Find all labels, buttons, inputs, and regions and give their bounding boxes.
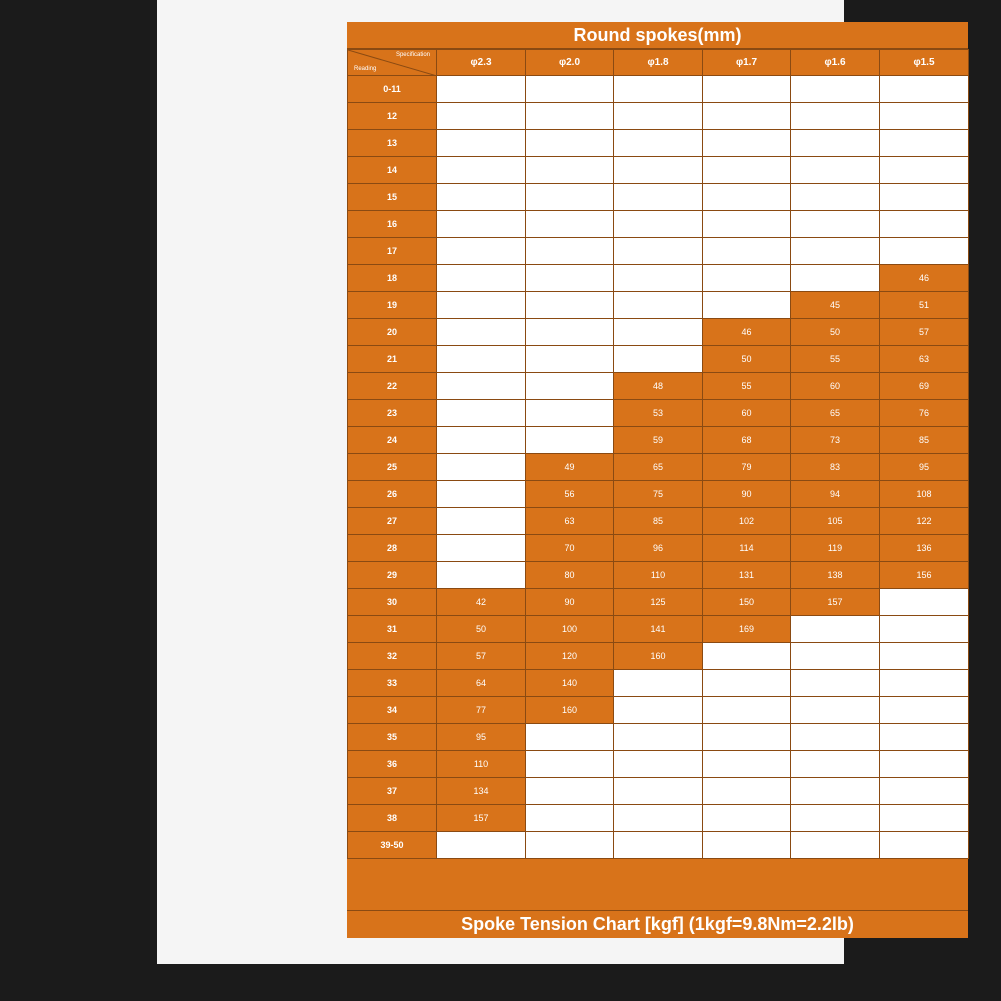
empty-cell — [614, 184, 703, 211]
tension-value-cell: 160 — [526, 697, 614, 724]
empty-cell — [437, 832, 526, 859]
empty-cell — [703, 238, 791, 265]
table-row — [348, 346, 969, 373]
tension-value-cell: 73 — [791, 427, 880, 454]
corner-cell — [348, 50, 437, 76]
reading-cell: 20 — [348, 319, 437, 346]
tension-value-cell: 157 — [437, 805, 526, 832]
tension-value-cell: 75 — [614, 481, 703, 508]
reading-cell: 19 — [348, 292, 437, 319]
empty-cell — [880, 103, 969, 130]
reading-cell: 27 — [348, 508, 437, 535]
empty-cell — [614, 76, 703, 103]
empty-cell — [791, 670, 880, 697]
empty-cell — [703, 103, 791, 130]
empty-cell — [703, 130, 791, 157]
tension-value-cell: 136 — [880, 535, 969, 562]
table-row — [348, 670, 969, 697]
empty-cell — [526, 724, 614, 751]
table-row — [348, 184, 969, 211]
tension-value-cell: 160 — [614, 643, 703, 670]
empty-cell — [703, 265, 791, 292]
empty-cell — [703, 751, 791, 778]
empty-cell — [703, 76, 791, 103]
empty-cell — [791, 643, 880, 670]
empty-cell — [880, 130, 969, 157]
tension-value-cell: 55 — [703, 373, 791, 400]
chart-footer: Spoke Tension Chart [kgf] (1kgf=9.8Nm=2.2lb) — [347, 910, 968, 938]
empty-cell — [614, 805, 703, 832]
tension-value-cell: 79 — [703, 454, 791, 481]
empty-cell — [437, 508, 526, 535]
tension-value-cell: 114 — [703, 535, 791, 562]
column-header: φ1.5 — [880, 50, 969, 76]
table-row — [348, 535, 969, 562]
empty-cell — [880, 616, 969, 643]
table-row — [348, 562, 969, 589]
tension-value-cell: 141 — [614, 616, 703, 643]
empty-cell — [880, 589, 969, 616]
reading-cell: 13 — [348, 130, 437, 157]
empty-cell — [526, 400, 614, 427]
empty-cell — [614, 670, 703, 697]
empty-cell — [791, 211, 880, 238]
reading-cell: 22 — [348, 373, 437, 400]
empty-cell — [791, 265, 880, 292]
empty-cell — [526, 184, 614, 211]
tension-value-cell: 65 — [614, 454, 703, 481]
tension-value-cell: 95 — [437, 724, 526, 751]
tension-value-cell: 96 — [614, 535, 703, 562]
tension-value-cell: 119 — [791, 535, 880, 562]
column-header: φ1.8 — [614, 50, 703, 76]
empty-cell — [791, 832, 880, 859]
empty-cell — [791, 778, 880, 805]
reading-cell: 18 — [348, 265, 437, 292]
tension-value-cell: 63 — [526, 508, 614, 535]
reading-cell: 30 — [348, 589, 437, 616]
empty-cell — [437, 76, 526, 103]
column-header: φ1.7 — [703, 50, 791, 76]
reading-cell: 0-11 — [348, 76, 437, 103]
table-row — [348, 319, 969, 346]
reading-cell: 25 — [348, 454, 437, 481]
empty-cell — [614, 103, 703, 130]
empty-cell — [703, 157, 791, 184]
tension-value-cell: 94 — [791, 481, 880, 508]
tension-value-cell: 49 — [526, 454, 614, 481]
table-row — [348, 832, 969, 859]
empty-cell — [880, 643, 969, 670]
reading-cell: 36 — [348, 751, 437, 778]
empty-cell — [614, 832, 703, 859]
empty-cell — [791, 76, 880, 103]
table-row — [348, 103, 969, 130]
column-header: φ1.6 — [791, 50, 880, 76]
empty-cell — [880, 157, 969, 184]
tension-value-cell: 50 — [791, 319, 880, 346]
tension-value-cell: 156 — [880, 562, 969, 589]
tension-value-cell: 110 — [437, 751, 526, 778]
empty-cell — [880, 238, 969, 265]
empty-cell — [880, 211, 969, 238]
empty-cell — [614, 319, 703, 346]
reading-label: Reading — [354, 66, 377, 72]
empty-cell — [614, 265, 703, 292]
empty-cell — [614, 292, 703, 319]
reading-cell: 16 — [348, 211, 437, 238]
empty-cell — [526, 238, 614, 265]
empty-cell — [791, 184, 880, 211]
empty-cell — [437, 562, 526, 589]
empty-cell — [437, 481, 526, 508]
table-row — [348, 265, 969, 292]
tension-value-cell: 55 — [791, 346, 880, 373]
tension-value-cell: 76 — [880, 400, 969, 427]
tension-value-cell: 42 — [437, 589, 526, 616]
empty-cell — [703, 832, 791, 859]
reading-cell: 32 — [348, 643, 437, 670]
empty-cell — [614, 238, 703, 265]
reading-cell: 31 — [348, 616, 437, 643]
empty-cell — [526, 805, 614, 832]
empty-cell — [614, 346, 703, 373]
tension-value-cell: 90 — [703, 481, 791, 508]
empty-cell — [703, 184, 791, 211]
table-row — [348, 427, 969, 454]
empty-cell — [437, 157, 526, 184]
tension-value-cell: 134 — [437, 778, 526, 805]
empty-cell — [703, 670, 791, 697]
table-row — [348, 76, 969, 103]
empty-cell — [791, 697, 880, 724]
table-row — [348, 238, 969, 265]
tension-value-cell: 53 — [614, 400, 703, 427]
empty-cell — [791, 157, 880, 184]
tension-value-cell: 80 — [526, 562, 614, 589]
reading-cell: 35 — [348, 724, 437, 751]
table-row — [348, 724, 969, 751]
document-sheet — [157, 0, 935, 964]
empty-cell — [526, 211, 614, 238]
empty-cell — [791, 805, 880, 832]
empty-cell — [703, 292, 791, 319]
tension-value-cell: 157 — [791, 589, 880, 616]
tension-value-cell: 60 — [703, 400, 791, 427]
empty-cell — [526, 346, 614, 373]
empty-cell — [526, 319, 614, 346]
table-row — [348, 211, 969, 238]
empty-cell — [437, 211, 526, 238]
empty-cell — [526, 832, 614, 859]
tension-value-cell: 45 — [791, 292, 880, 319]
empty-cell — [791, 616, 880, 643]
empty-cell — [526, 292, 614, 319]
empty-cell — [880, 805, 969, 832]
empty-cell — [526, 130, 614, 157]
empty-cell — [614, 778, 703, 805]
table-row — [348, 616, 969, 643]
empty-cell — [791, 103, 880, 130]
column-header: φ2.0 — [526, 50, 614, 76]
empty-cell — [880, 751, 969, 778]
table-row — [348, 454, 969, 481]
empty-cell — [526, 778, 614, 805]
tension-value-cell: 63 — [880, 346, 969, 373]
empty-cell — [791, 751, 880, 778]
empty-cell — [437, 535, 526, 562]
tension-value-cell: 83 — [791, 454, 880, 481]
tension-value-cell: 110 — [614, 562, 703, 589]
empty-cell — [880, 832, 969, 859]
empty-cell — [614, 130, 703, 157]
tension-value-cell: 51 — [880, 292, 969, 319]
tension-value-cell: 59 — [614, 427, 703, 454]
empty-cell — [437, 454, 526, 481]
empty-cell — [703, 211, 791, 238]
empty-cell — [437, 427, 526, 454]
empty-cell — [614, 157, 703, 184]
reading-cell: 29 — [348, 562, 437, 589]
tension-value-cell: 48 — [614, 373, 703, 400]
table-body — [348, 76, 969, 859]
tension-value-cell: 90 — [526, 589, 614, 616]
tension-value-cell: 60 — [791, 373, 880, 400]
tension-value-cell: 169 — [703, 616, 791, 643]
table-row — [348, 589, 969, 616]
empty-cell — [437, 130, 526, 157]
table-row — [348, 130, 969, 157]
empty-cell — [880, 76, 969, 103]
empty-cell — [437, 400, 526, 427]
reading-cell: 38 — [348, 805, 437, 832]
tension-value-cell: 108 — [880, 481, 969, 508]
empty-cell — [437, 265, 526, 292]
tension-value-cell: 85 — [614, 508, 703, 535]
tension-value-cell: 138 — [791, 562, 880, 589]
empty-cell — [526, 373, 614, 400]
tension-value-cell: 95 — [880, 454, 969, 481]
table-row — [348, 373, 969, 400]
spoke-tension-chart — [347, 22, 968, 934]
reading-cell: 39-50 — [348, 832, 437, 859]
empty-cell — [703, 724, 791, 751]
tension-value-cell: 77 — [437, 697, 526, 724]
tension-value-cell: 131 — [703, 562, 791, 589]
reading-cell: 26 — [348, 481, 437, 508]
empty-cell — [526, 103, 614, 130]
chart-title: Round spokes(mm) — [347, 22, 968, 49]
reading-cell: 24 — [348, 427, 437, 454]
reading-cell: 33 — [348, 670, 437, 697]
table-row — [348, 805, 969, 832]
table-row — [348, 400, 969, 427]
empty-cell — [437, 238, 526, 265]
tension-value-cell: 105 — [791, 508, 880, 535]
tension-value-cell: 100 — [526, 616, 614, 643]
table-row — [348, 643, 969, 670]
tension-value-cell: 70 — [526, 535, 614, 562]
tension-value-cell: 102 — [703, 508, 791, 535]
empty-cell — [614, 211, 703, 238]
empty-cell — [791, 724, 880, 751]
reading-cell: 17 — [348, 238, 437, 265]
empty-cell — [526, 427, 614, 454]
tension-value-cell: 68 — [703, 427, 791, 454]
empty-cell — [437, 184, 526, 211]
tension-value-cell: 69 — [880, 373, 969, 400]
empty-cell — [614, 724, 703, 751]
empty-cell — [791, 238, 880, 265]
tension-value-cell: 46 — [703, 319, 791, 346]
reading-cell: 28 — [348, 535, 437, 562]
empty-cell — [880, 697, 969, 724]
tension-value-cell: 64 — [437, 670, 526, 697]
empty-cell — [880, 724, 969, 751]
empty-cell — [614, 697, 703, 724]
reading-cell: 23 — [348, 400, 437, 427]
header-row — [348, 50, 969, 76]
empty-cell — [703, 805, 791, 832]
tension-value-cell: 50 — [437, 616, 526, 643]
empty-cell — [703, 697, 791, 724]
empty-cell — [437, 292, 526, 319]
empty-cell — [880, 778, 969, 805]
reading-cell: 15 — [348, 184, 437, 211]
table-row — [348, 481, 969, 508]
empty-cell — [703, 643, 791, 670]
empty-cell — [437, 346, 526, 373]
empty-cell — [526, 751, 614, 778]
reading-cell: 21 — [348, 346, 437, 373]
table-row — [348, 292, 969, 319]
table-row — [348, 508, 969, 535]
specification-label: Specification — [395, 52, 430, 58]
empty-cell — [437, 103, 526, 130]
empty-cell — [526, 157, 614, 184]
tension-value-cell: 65 — [791, 400, 880, 427]
empty-cell — [614, 751, 703, 778]
table-row — [348, 697, 969, 724]
empty-cell — [703, 778, 791, 805]
table-row — [348, 778, 969, 805]
table-row — [348, 751, 969, 778]
tension-value-cell: 85 — [880, 427, 969, 454]
tension-value-cell: 57 — [437, 643, 526, 670]
table-row — [348, 157, 969, 184]
empty-cell — [437, 319, 526, 346]
tension-value-cell: 150 — [703, 589, 791, 616]
reading-cell: 37 — [348, 778, 437, 805]
tension-value-cell: 46 — [880, 265, 969, 292]
empty-cell — [880, 184, 969, 211]
empty-cell — [526, 265, 614, 292]
reading-cell: 14 — [348, 157, 437, 184]
tension-value-cell: 125 — [614, 589, 703, 616]
tension-value-cell: 56 — [526, 481, 614, 508]
reading-cell: 12 — [348, 103, 437, 130]
tension-value-cell: 122 — [880, 508, 969, 535]
empty-cell — [880, 670, 969, 697]
empty-cell — [791, 130, 880, 157]
tension-value-cell: 57 — [880, 319, 969, 346]
tension-table — [347, 49, 969, 859]
column-header: φ2.3 — [437, 50, 526, 76]
empty-cell — [437, 373, 526, 400]
empty-cell — [526, 76, 614, 103]
tension-value-cell: 140 — [526, 670, 614, 697]
tension-value-cell: 120 — [526, 643, 614, 670]
tension-value-cell: 50 — [703, 346, 791, 373]
reading-cell: 34 — [348, 697, 437, 724]
